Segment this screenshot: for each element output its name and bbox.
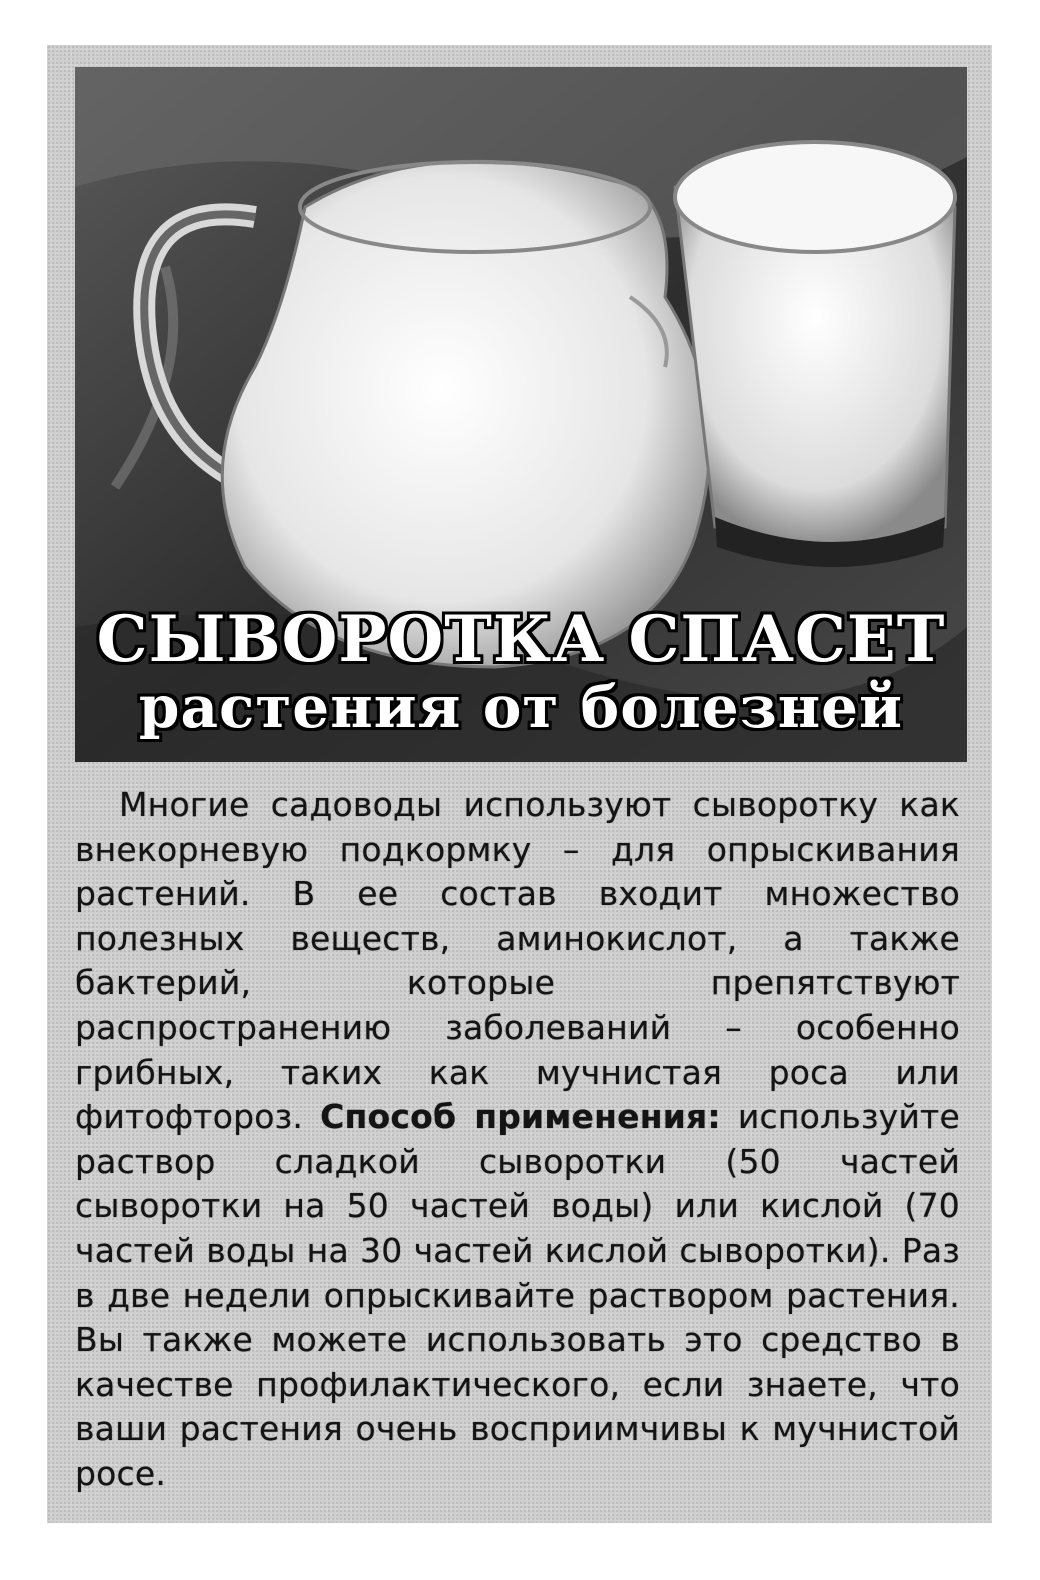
headline [75,602,967,741]
article-body [75,783,960,1497]
article-intro: Многие садоводы используют сыворотку как внекорневую подкормку – для опрыскивания растений. В ее состав входит множество полезных веществ, аминокислот, а также бактерий, которые препятствуют распространению заболеваний – особенно грибных, таких как мучнистая роса или фитофтороз. [75,785,960,1137]
headline-title: СЫВОРОТКА СПАСЕТ [96,602,946,677]
headline-subtitle: растения от болезней [138,673,904,741]
newspaper-clipping [47,45,992,1523]
article-method: используйте раствор сладкой сыворотки (50 частей сыворотки на 50 частей воды) или кислой (70 частей воды на 30 частей кислой сыворотки). Раз в две недели опрыскивайте раствором растения. Вы также можете использовать это средство в качестве профилактического, если знаете, что ваши растения очень восприимчивы к мучнистой росе. [75,1097,960,1493]
method-label: Способ применения: [320,1097,721,1137]
